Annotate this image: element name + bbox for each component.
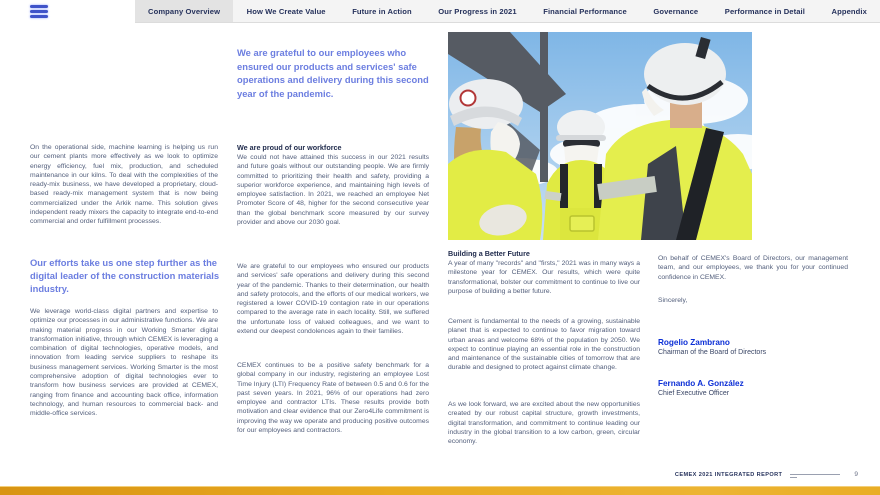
workers-photo-illustration <box>448 32 752 240</box>
top-navigation <box>135 0 880 23</box>
right-column-paragraph-3: As we look forward, we are excited about the new opportunities created by our robust capital structure, growth investments, digital transformation, and commitment to continue leading our industry in the global transition to a low carbon, green, circular economy. <box>448 401 640 446</box>
signature-name-chairman: Rogelio Zambrano <box>658 338 730 347</box>
right-column-paragraph-2: Cement is fundamental to the needs of a growing, sustainable planet that is expected to continue to favor migration toward urban areas and welcome 68% of the population by 2050. We expect to continue playing an essential role in the construction and maintenance of the sustainable cities of tomorrow that are durable and designed to protect against climate change. <box>448 318 640 372</box>
menu-bar <box>30 10 48 13</box>
better-future-heading: Building a Better Future <box>448 249 530 258</box>
closing-paragraph: On behalf of CEMEX's Board of Directors, our management team, and our employees, we thank you for your continued confidence in CEMEX. <box>658 255 848 281</box>
tab-financial-performance[interactable]: Financial Performance <box>543 6 627 16</box>
page-number: 9 <box>854 471 858 478</box>
menu-icon[interactable] <box>30 5 48 18</box>
page-footer <box>675 471 858 478</box>
tab-governance[interactable]: Governance <box>653 6 699 16</box>
tab-future-in-action[interactable]: Future in Action <box>352 6 412 16</box>
tab-how-we-create-value[interactable]: How We Create Value <box>246 6 326 16</box>
tab-company-overview[interactable]: Company Overview <box>135 0 233 22</box>
workers-photo <box>448 32 752 240</box>
middle-column-paragraph-2: We are grateful to our employees who ensured our products and services' safe operations and delivery during this second year of the pandemic. Thanks to their determination, our health and safety protocols, and the efforts of our medical workers, we registered a lower COVID-19 contagion rate in our operations compared to the average rate in each locality. Still, we suffered the unfortunate loss of valued colleagues, and we want to extend our deepest condolences again to their families. <box>237 263 429 336</box>
left-column-paragraph-1: On the operational side, machine learning is helping us run our cement plants more effectively as we look to optimize energy efficiency, fuel mix, production, and scheduled maintenance in our kilns. To deal with the complexities of the ready-mix business, we have developed a proprietary, cloud-based ready-mix management system that is now being commercialized under the Arkik name. This solution gives independent ready mixers the capacity to integrate end-to-end commercial and order fulfillment processes. <box>30 144 218 226</box>
left-column-blue-heading: Our efforts take us one step further as the digital leader of the construction materials industry. <box>30 257 220 295</box>
salutation: Sincerely, <box>658 297 688 304</box>
tab-performance-in-detail[interactable]: Performance in Detail <box>724 6 805 16</box>
right-column-paragraph-1: A year of many "records" and "firsts," 2021 was in many ways a milestone year for CEMEX. Our results, which were quite transformational, bolster our commitment to continue to live our purpose of building a better future. <box>448 260 640 295</box>
left-column-paragraph-2: We leverage world-class digital partners and expertise to optimize our processes in our administrative functions. We are making material progress in our Working Smarter digital transformation initiative, through which CEMEX is leveraging a combination of digital technologies, operative models, and innovation from leading service suppliers to reshape its business management services. Working Smarter is the most comprehensive adoption of digital technologies ever to transform how business services are provided at CEMEX, ranging from finance and accounting back office, information technology, and human resources to commercial back- and middle-office services. <box>30 308 218 418</box>
workforce-heading: We are proud of our workforce <box>237 143 342 152</box>
report-title: CEMEX 2021 INTEGRATED REPORT <box>674 471 783 478</box>
middle-column-paragraph-1: We could not have attained this success in our 2021 results and future goals without our outstanding people. We are firmly committed to prioritizing their health and safety, providing a superior workforce experience, and maintaining high levels of employee satisfaction. In 2021, we reached an employee Net Promoter Score of 48, higher for the second consecutive year than the global benchmark score measured by our survey provider and above our 2030 goal. <box>237 154 429 227</box>
gold-accent-bar <box>0 486 880 495</box>
menu-bar <box>30 5 48 8</box>
tab-our-progress-2021[interactable]: Our Progress in 2021 <box>438 6 517 16</box>
footer-progress-line <box>790 474 840 475</box>
signature-title-ceo: Chief Executive Officer <box>658 390 730 397</box>
middle-column-paragraph-3: CEMEX continues to be a positive safety benchmark for a global company in our industry, registering an employee Lost Time Injury (LTI) Frequency Rate of between 0.5 and 0.6 for the past seven years. In 2021, 96% of our operations had zero employee and contractor LTIs. These results provide both motivation and clear evidence that our Zero4Life commitment is improving the way we operate and producing positive outcomes for our employees and contractors. <box>237 362 429 435</box>
signature-name-ceo: Fernando A. González <box>658 379 744 388</box>
pull-quote: We are grateful to our employees who ensured our products and services' safe operations and delivery during this second year of the pandemic. <box>237 47 429 99</box>
tab-appendix[interactable]: Appendix <box>831 6 867 16</box>
footer-progress-tick <box>790 477 797 478</box>
menu-bar <box>30 15 48 18</box>
signature-title-chairman: Chairman of the Board of Directors <box>658 349 767 356</box>
